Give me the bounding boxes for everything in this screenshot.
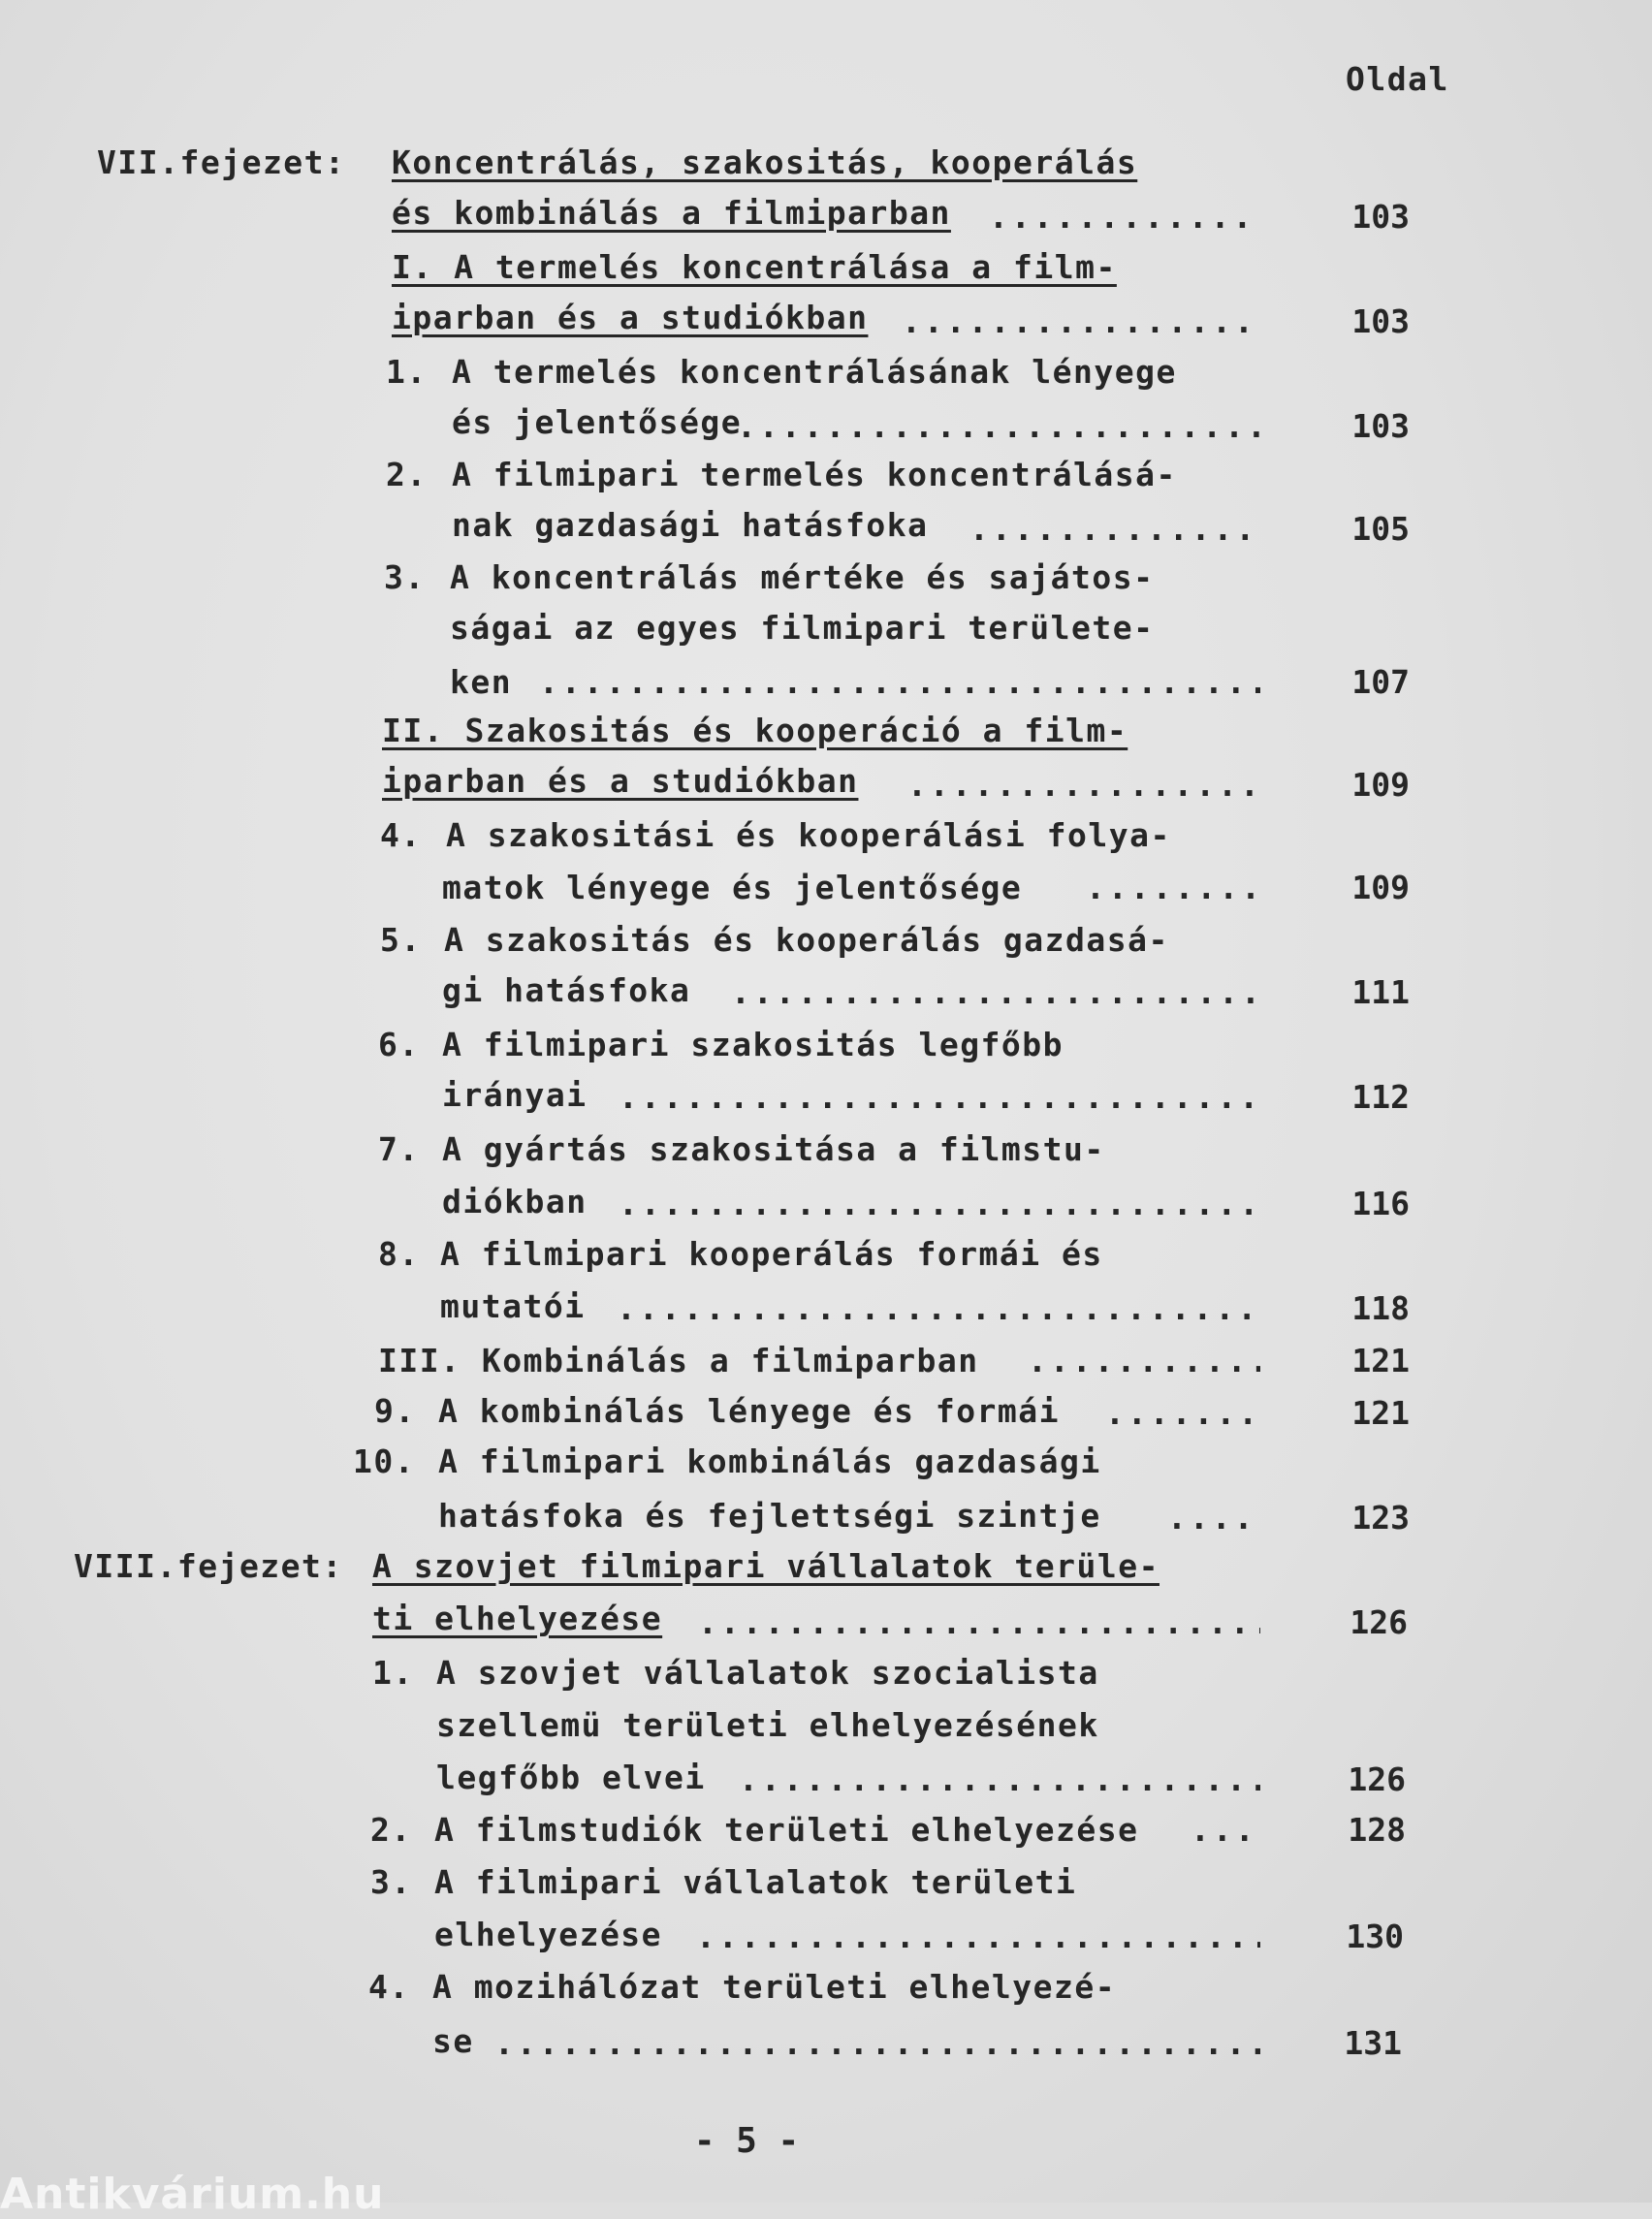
item-number: 6. — [378, 1026, 420, 1063]
section-iii-page: 121 — [1351, 1342, 1410, 1379]
item-title-line1: A mozihálózat területi elhelyezé- — [432, 1968, 1117, 2006]
chapter-vii-label: VII.fejezet: — [97, 143, 346, 181]
item-number: 3. — [370, 1863, 412, 1901]
item-title-line3: legfőbb elvei — [436, 1759, 706, 1796]
leader-dots — [731, 973, 1260, 1012]
leader-dots — [1105, 1394, 1260, 1433]
leader-dots — [619, 1078, 1260, 1117]
leader-dots — [907, 766, 1260, 805]
leader-dots — [698, 1603, 1260, 1642]
item-title-line2: ságai az egyes filmipari területe- — [450, 609, 1155, 647]
leader-dots — [739, 1760, 1260, 1799]
item-number: 1. — [372, 1654, 414, 1692]
item-title-line1: A filmipari szakositás legfőbb — [442, 1026, 1064, 1063]
item-page: 128 — [1348, 1811, 1406, 1849]
item-number: 5. — [380, 921, 422, 959]
item-title-line2: elhelyezése — [434, 1916, 663, 1953]
chapter-vii-title-line2: és kombinálás a filmiparban — [392, 194, 951, 232]
item-number: 1. — [386, 353, 428, 391]
leader-dots — [989, 198, 1260, 237]
page-number: - 5 - — [693, 2121, 800, 2161]
item-number: 7. — [378, 1130, 420, 1168]
item-title-line2: mutatói — [440, 1287, 586, 1325]
section-iii-title: III. Kombinálás a filmiparban — [378, 1342, 979, 1379]
item-title-line2: gi hatásfoka — [442, 971, 691, 1009]
item-number: 4. — [380, 816, 422, 854]
item-title-line2: matok lényege és jelentősége — [442, 869, 1023, 906]
item-title-line1: A szakositás és kooperálás gazdasá- — [444, 921, 1169, 959]
leader-dots — [1086, 869, 1260, 907]
item-number: 10. — [353, 1442, 416, 1480]
item-page: 121 — [1351, 1394, 1410, 1432]
item-number: 8. — [378, 1235, 420, 1273]
item-title-line1: A koncentrálás mértéke és sajátos- — [450, 558, 1155, 596]
leader-dots — [619, 1185, 1260, 1223]
item-title-line2: se — [432, 2022, 474, 2060]
item-page: 116 — [1351, 1185, 1410, 1222]
item-title-line1: A filmipari termelés koncentrálásá- — [452, 456, 1177, 493]
leader-dots — [902, 302, 1260, 341]
item-page: 126 — [1348, 1760, 1406, 1798]
section-i-title-line2: iparban és a studiókban — [392, 299, 869, 336]
item-page: 107 — [1351, 663, 1410, 701]
item-title-line2: nak gazdasági hatásfoka — [452, 506, 929, 544]
section-i-page: 103 — [1351, 302, 1410, 340]
leader-dots — [494, 2024, 1260, 2063]
item-number: 4. — [368, 1968, 410, 2006]
item-number: 3. — [384, 558, 426, 596]
section-ii-title-line1: II. Szakositás és kooperáció a film- — [382, 712, 1128, 749]
page-column-header: Oldal — [1346, 60, 1449, 98]
watermark: Antikvárium.hu — [0, 2170, 385, 2219]
item-page: 111 — [1351, 973, 1410, 1011]
item-title-line2: irányai — [442, 1076, 588, 1114]
item-page: 118 — [1351, 1289, 1410, 1327]
chapter-vii-title-line1: Koncentrálás, szakositás, kooperálás — [392, 143, 1138, 181]
chapter-vii-page: 103 — [1351, 198, 1410, 236]
item-title-line1: A filmstudiók területi elhelyezése — [434, 1811, 1139, 1849]
item-title-line2: hatásfoka és fejlettségi szintje — [438, 1497, 1101, 1535]
item-number: 9. — [374, 1392, 416, 1430]
chapter-viii-page: 126 — [1350, 1603, 1408, 1641]
item-number: 2. — [370, 1811, 412, 1849]
leader-dots — [539, 663, 1260, 702]
leader-dots — [737, 407, 1260, 446]
chapter-viii-title-line1: A szovjet filmipari vállalatok terüle- — [372, 1547, 1160, 1585]
section-ii-page: 109 — [1351, 766, 1410, 804]
item-title-line2: szellemü területi elhelyezésének — [436, 1706, 1099, 1744]
item-page: 109 — [1351, 869, 1410, 906]
item-page: 123 — [1351, 1499, 1410, 1537]
item-title-line1: A kombinálás lényege és formái — [438, 1392, 1061, 1430]
item-page: 112 — [1351, 1078, 1410, 1116]
item-title-line1: A filmipari kombinálás gazdasági — [438, 1442, 1101, 1480]
item-title-line1: A szovjet vállalatok szocialista — [436, 1654, 1099, 1692]
item-title-line3: ken — [450, 663, 513, 701]
item-title-line1: A szakositási és kooperálási folya- — [446, 816, 1171, 854]
item-title-line1: A gyártás szakositása a filmstu- — [442, 1130, 1105, 1168]
item-title-line2: és jelentősége — [452, 403, 743, 441]
item-number: 2. — [386, 456, 428, 493]
chapter-viii-label: VIII.fejezet: — [74, 1547, 343, 1585]
leader-dots — [969, 510, 1260, 549]
leader-dots — [1191, 1811, 1260, 1850]
section-ii-title-line2: iparban és a studiókban — [382, 762, 859, 800]
item-page: 103 — [1351, 407, 1410, 445]
item-page: 131 — [1344, 2024, 1402, 2062]
leader-dots — [696, 1918, 1260, 1956]
leader-dots — [1167, 1499, 1260, 1537]
section-i-title-line1: I. A termelés koncentrálása a film- — [392, 248, 1117, 286]
item-page: 130 — [1346, 1918, 1404, 1955]
leader-dots — [617, 1289, 1260, 1328]
item-title-line1: A termelés koncentrálásának lényege — [452, 353, 1177, 391]
item-title-line1: A filmipari vállalatok területi — [434, 1863, 1077, 1901]
leader-dots — [1028, 1342, 1260, 1380]
item-title-line2: diókban — [442, 1183, 588, 1220]
item-title-line1: A filmipari kooperálás formái és — [440, 1235, 1103, 1273]
chapter-viii-title-line2: ti elhelyezése — [372, 1600, 663, 1637]
item-page: 105 — [1351, 510, 1410, 548]
